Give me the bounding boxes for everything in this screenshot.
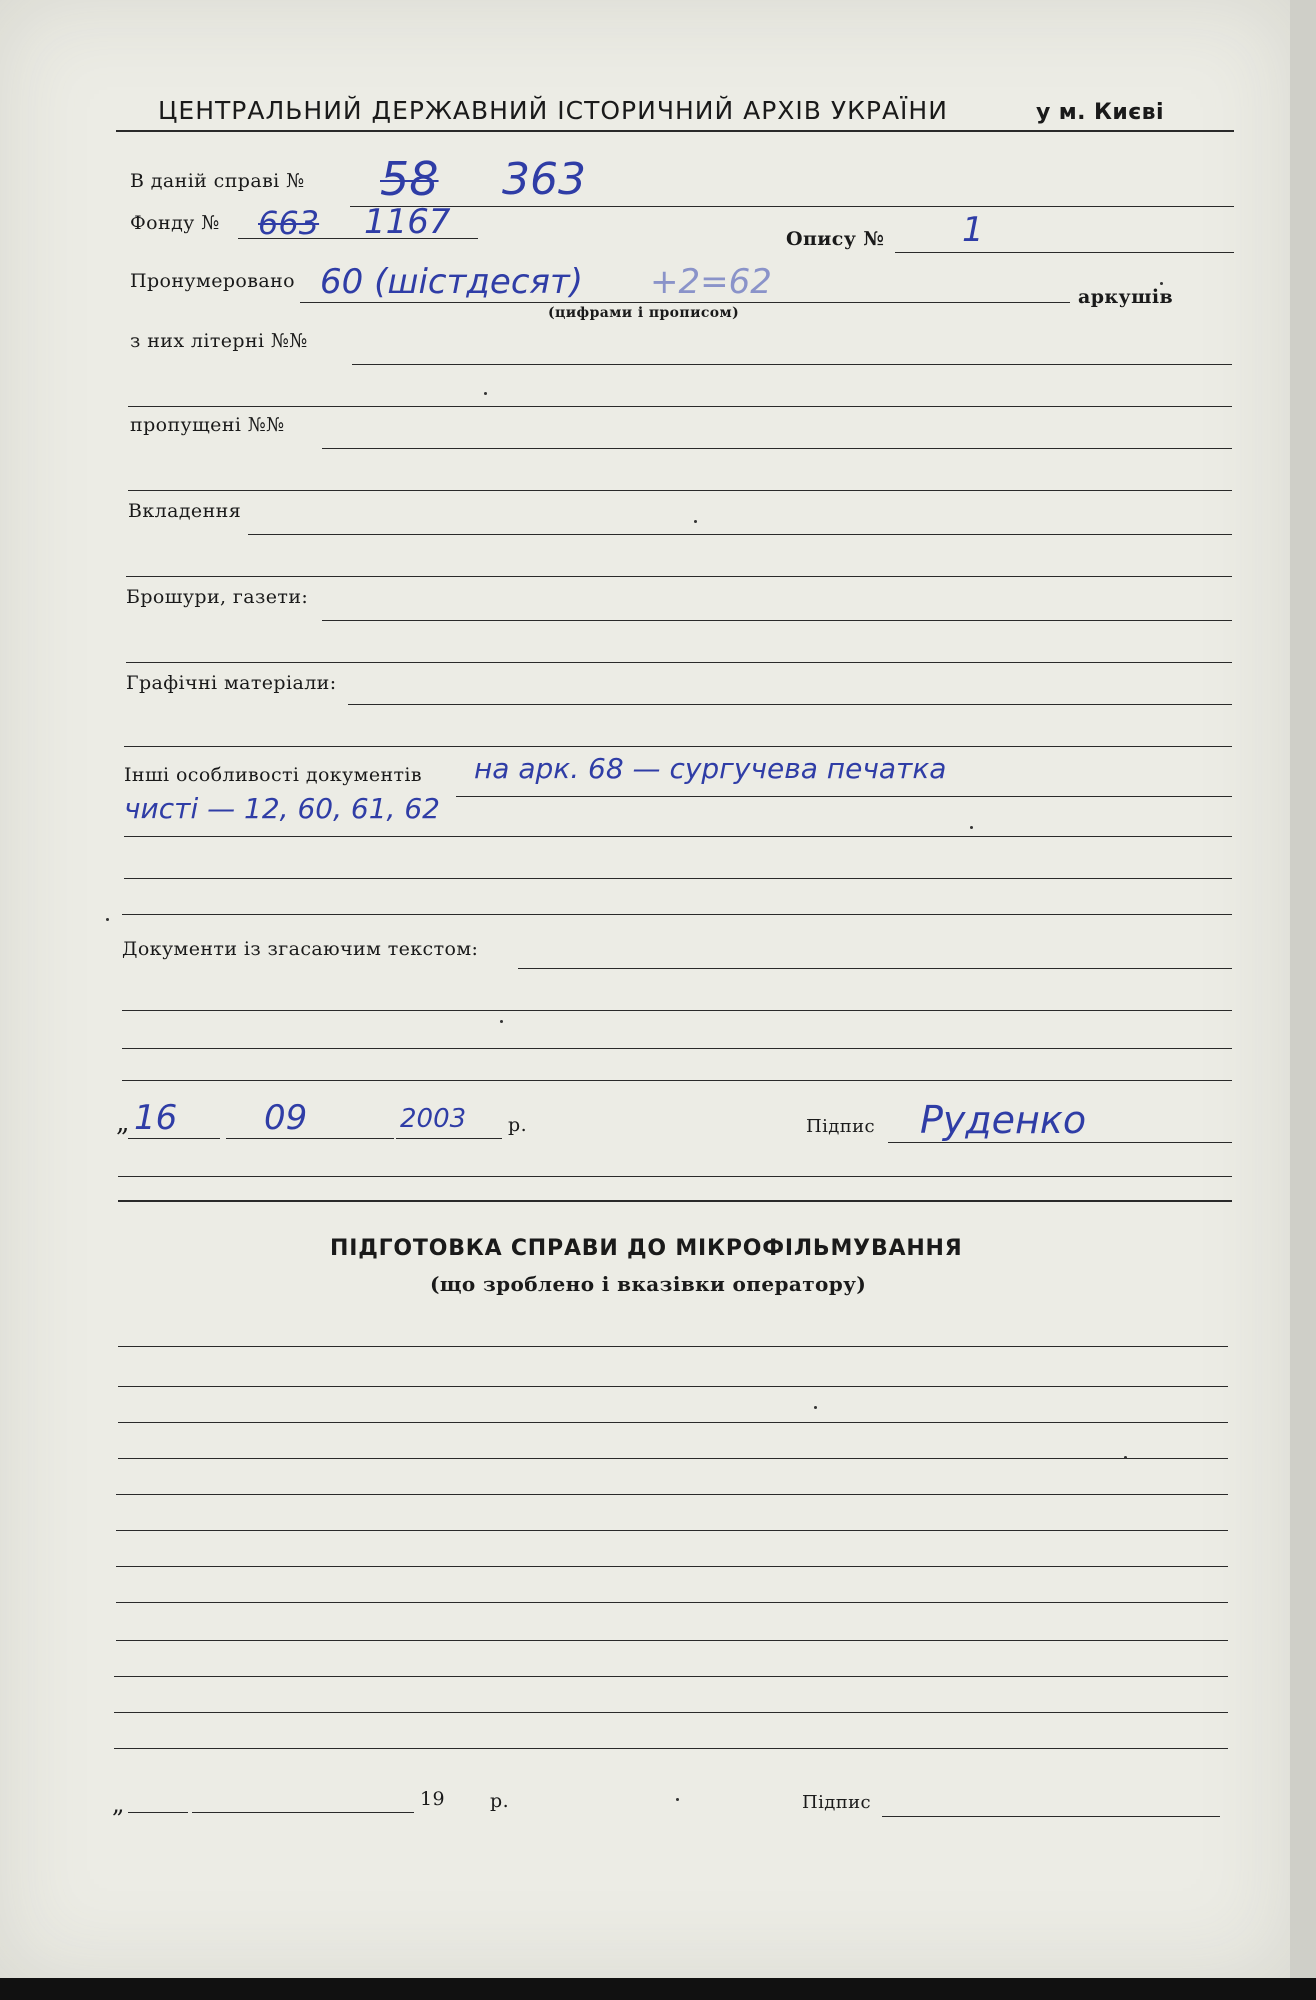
- microfilm-date-day-line: [128, 1812, 188, 1813]
- microfilm-line-10: [114, 1676, 1228, 1677]
- microfilm-line-8: [116, 1602, 1228, 1603]
- scan-speck: [1160, 282, 1163, 285]
- microfilm-line-2: [118, 1386, 1228, 1387]
- fond-label: Фонду №: [130, 212, 220, 234]
- case-number-line: [350, 206, 1234, 207]
- fading-text-label: Документи із згасаючим текстом:: [122, 938, 479, 960]
- microfilm-date-month-line: [192, 1812, 414, 1813]
- microfilm-signature-line: [882, 1816, 1220, 1817]
- fond-number-old: 663: [258, 204, 320, 242]
- scan-speck: [970, 826, 973, 829]
- archive-city: у м. Києві: [1036, 100, 1164, 125]
- cert-signature: Руденко: [920, 1098, 1087, 1142]
- graphic-materials-line-2: [124, 746, 1232, 747]
- header-rule: [116, 130, 1234, 132]
- opys-line: [895, 252, 1234, 253]
- microfilm-line-9: [116, 1640, 1228, 1641]
- microfilm-line-12: [114, 1748, 1228, 1749]
- cert-date-quote: „: [116, 1108, 130, 1138]
- cert-date-day-line: [128, 1138, 220, 1139]
- scan-background-bottom: [0, 1978, 1316, 2000]
- numbered-value: 60 (шістдесят): [320, 262, 584, 302]
- fading-text-line-4: [122, 1080, 1232, 1081]
- microfilm-line-7: [116, 1566, 1228, 1567]
- letter-numbers-line-1: [352, 364, 1232, 365]
- other-features-line-1: на арк. 68 — сургучева печатка: [474, 752, 947, 785]
- inserts-label: Вкладення: [128, 500, 242, 522]
- other-features-rule-2: [124, 836, 1232, 837]
- microfilm-date-suffix: р.: [490, 1790, 510, 1812]
- microfilm-line-5: [116, 1494, 1228, 1495]
- fading-text-line-3: [122, 1048, 1232, 1049]
- sheets-label: аркушів: [1078, 286, 1174, 308]
- other-features-label: Інші особливості документів: [124, 764, 423, 786]
- scan-speck: [1124, 1456, 1127, 1459]
- inserts-line-2: [126, 576, 1232, 577]
- case-number-new: 363: [502, 154, 586, 205]
- missing-numbers-line-1: [322, 448, 1232, 449]
- microfilm-date-quote: „: [112, 1790, 125, 1818]
- microfilm-line-4: [118, 1458, 1228, 1459]
- cert-date-suffix: р.: [508, 1114, 528, 1136]
- cert-signature-line: [888, 1142, 1232, 1143]
- scan-speck: [814, 1406, 817, 1409]
- cert-date-month-line: [226, 1138, 394, 1139]
- cert-date-day: 16: [134, 1098, 178, 1138]
- scan-speck: [500, 1020, 503, 1023]
- brochures-line-2: [126, 662, 1232, 663]
- scan-speck: [694, 520, 697, 523]
- microfilm-line-3: [118, 1422, 1228, 1423]
- microfilm-signature-label: Підпис: [802, 1792, 872, 1813]
- scan-background-right: [1290, 0, 1316, 2000]
- other-features-rule-1: [456, 796, 1232, 797]
- letter-numbers-label: з них літерні №№: [130, 330, 308, 352]
- missing-numbers-line-2: [128, 490, 1232, 491]
- letter-numbers-line-2: [128, 406, 1232, 407]
- other-features-line-2: чисті — 12, 60, 61, 62: [124, 792, 440, 825]
- other-features-rule-3: [124, 878, 1232, 879]
- microfilm-subtitle: (що зроблено і вказівки оператору): [430, 1272, 867, 1296]
- cert-date-month: 09: [264, 1098, 308, 1138]
- fading-text-line-2: [122, 1010, 1232, 1011]
- opys-label: Опису №: [786, 228, 885, 250]
- cert-date-year-line: [396, 1138, 502, 1139]
- graphic-materials-label: Графічні матеріали:: [126, 672, 337, 694]
- numbered-hint: (цифрами і прописом): [548, 305, 740, 321]
- microfilm-line-6: [116, 1530, 1228, 1531]
- missing-numbers-label: пропущені №№: [130, 414, 285, 436]
- fond-line: [238, 238, 478, 239]
- microfilm-title: ПІДГОТОВКА СПРАВИ ДО МІКРОФІЛЬМУВАННЯ: [330, 1236, 963, 1261]
- numbered-addition: +2=62: [650, 262, 772, 302]
- archive-name: ЦЕНТРАЛЬНИЙ ДЕРЖАВНИЙ ІСТОРИЧНИЙ АРХІВ УКРАЇНИ: [158, 96, 948, 125]
- scan-speck: [484, 392, 487, 395]
- inserts-line-1: [248, 534, 1232, 535]
- cert-rule-1: [118, 1176, 1232, 1177]
- brochures-label: Брошури, газети:: [126, 586, 309, 608]
- cert-signature-label: Підпис: [806, 1116, 876, 1137]
- cert-rule-2: [118, 1200, 1232, 1202]
- scan-speck: [106, 918, 109, 921]
- case-number-old: 58: [380, 152, 439, 206]
- scan-speck: [676, 1798, 679, 1801]
- fond-number-new: 1167: [364, 202, 451, 242]
- fading-text-line-1: [518, 968, 1232, 969]
- microfilm-line-1: [118, 1346, 1228, 1347]
- numbered-line: [300, 302, 1070, 303]
- other-features-rule-4: [122, 914, 1232, 915]
- microfilm-date-century: 19: [420, 1788, 445, 1810]
- cert-date-year: 2003: [400, 1104, 467, 1134]
- graphic-materials-line-1: [348, 704, 1232, 705]
- case-number-label: В даній справі №: [130, 170, 305, 192]
- microfilm-line-11: [114, 1712, 1228, 1713]
- opys-value: 1: [962, 210, 984, 250]
- brochures-line-1: [322, 620, 1232, 621]
- numbered-label: Пронумеровано: [130, 270, 295, 292]
